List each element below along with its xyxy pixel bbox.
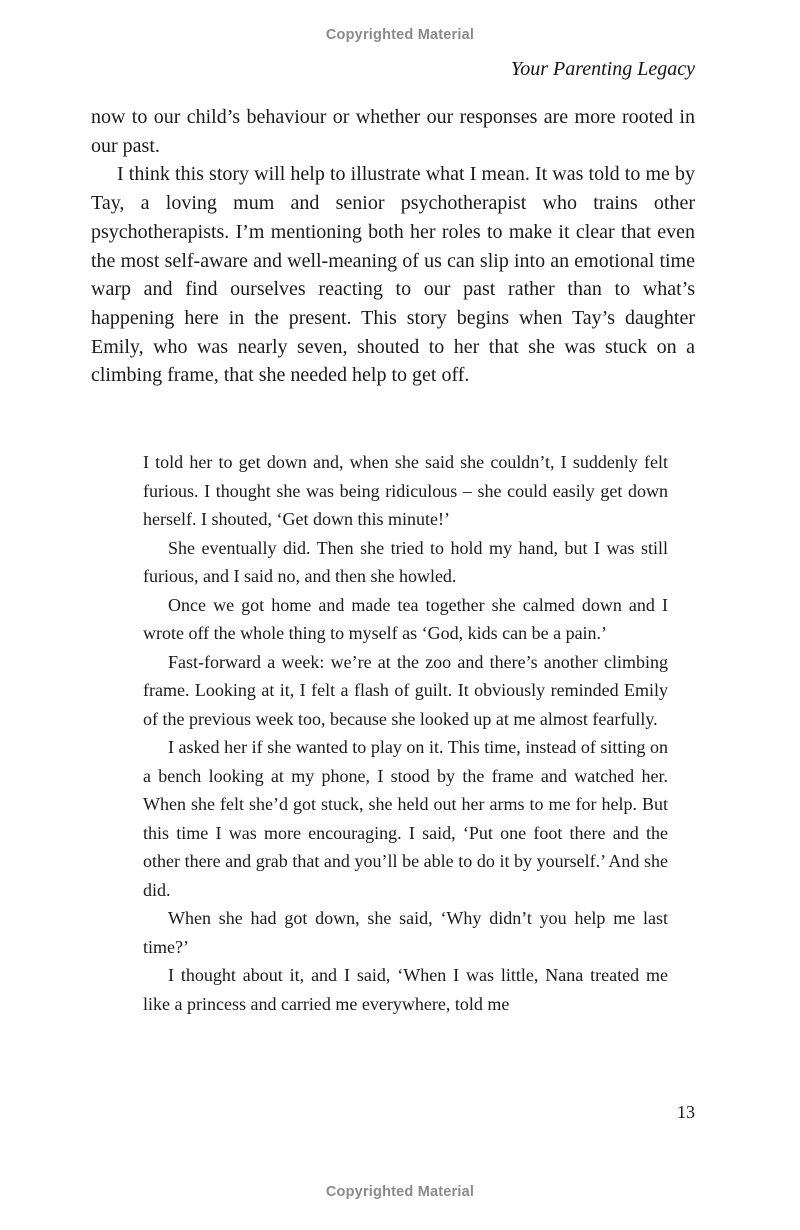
block-quote	[143, 448, 668, 1018]
quote-paragraph: Once we got home and made tea together she calmed down and I wrote off the whole thing to myself as ‘God, kids can be a pain.’	[143, 594, 668, 643]
running-header: Your Parenting Legacy	[510, 58, 695, 80]
copyright-notice-bottom: Copyrighted Material	[325, 1184, 475, 1200]
body-text	[91, 103, 695, 390]
quote-paragraph: I told her to get down and, when she said she couldn’t, I suddenly felt furious. I thought she was being ridiculous – she could easily get down herself. I shouted, ‘Get down this minute!’	[143, 452, 668, 529]
quote-paragraph: I thought about it, and I said, ‘When I was little, Nana treated me like a princess and carried me everywhere, told me	[143, 965, 668, 1014]
quote-paragraph: I asked her if she wanted to play on it. This time, instead of sitting on a bench looking at my phone, I stood by the frame and watched her. When she felt she’d got stuck, she held out her arms to me for help. But this time I was more encouraging. I said, ‘Put one foot there and the other there and grab that and you’ll be able to do it by yourself.’ And she did.	[143, 737, 668, 900]
page-number: 13	[677, 1102, 695, 1122]
body-paragraph: now to our child’s behaviour or whether our responses are more rooted in our past.	[91, 106, 695, 157]
copyright-notice-top: Copyrighted Material	[325, 27, 475, 43]
body-paragraph: I think this story will help to illustrate what I mean. It was told to me by Tay, a loving mum and senior psychotherapist who trains other psychotherapists. I’m mentioning both her roles to make it clear that even the most self-aware and well-meaning of us can slip into an emotional time warp and find ourselves reacting to our past rather than to what’s happening here in the present. This story begins when Tay’s daughter Emily, who was nearly seven, shouted to her that she was stuck on a climbing frame, that she needed help to get off.	[91, 163, 695, 387]
quote-paragraph: When she had got down, she said, ‘Why didn’t you help me last time?’	[143, 908, 668, 957]
quote-paragraph: She eventually did. Then she tried to hold my hand, but I was still furious, and I said no, and then she howled.	[143, 537, 668, 586]
quote-paragraph: Fast-forward a week: we’re at the zoo and there’s another climbing frame. Looking at it, I felt a flash of guilt. It obviously reminded Emily of the previous week too, because she looked up at me almost fearfully.	[143, 651, 668, 729]
